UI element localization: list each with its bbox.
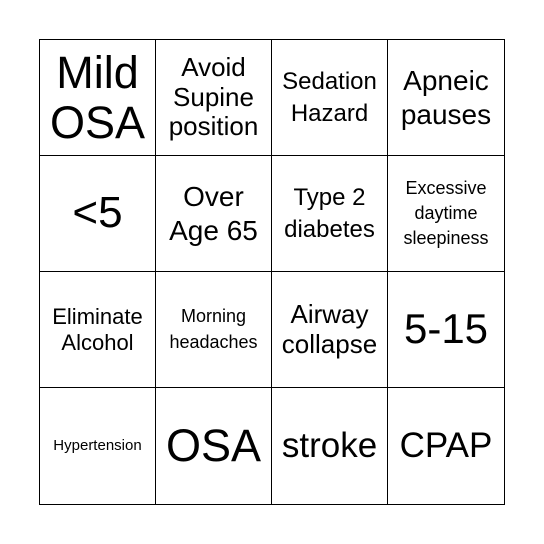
cell-text: Airway collapse	[281, 298, 378, 359]
cell-text: Sedation Hazard	[282, 68, 377, 127]
cell-text: Hypertension	[53, 437, 142, 455]
cell-text: Morning headaches	[169, 306, 258, 352]
bingo-cell[interactable]	[272, 40, 388, 156]
bingo-cell[interactable]	[156, 156, 272, 272]
bingo-cell[interactable]	[388, 40, 504, 156]
cell-text: Type 2 diabetes	[284, 184, 375, 243]
bingo-cell[interactable]	[40, 156, 156, 272]
cell-text: Eliminate Alcohol	[52, 304, 143, 355]
bingo-cell[interactable]	[388, 388, 504, 504]
cell-text: 5-15	[403, 305, 489, 353]
bingo-cell[interactable]	[40, 388, 156, 504]
bingo-cell[interactable]	[156, 272, 272, 388]
cell-text: Over Age 65	[169, 180, 258, 246]
cell-text: CPAP	[399, 425, 493, 465]
cell-text: Excessive daytime sleepiness	[403, 177, 489, 249]
bingo-cell[interactable]	[272, 156, 388, 272]
bingo-cell[interactable]	[388, 272, 504, 388]
cell-text: <5	[72, 188, 123, 238]
bingo-cell[interactable]	[388, 156, 504, 272]
cell-text: Apneic pauses	[400, 64, 492, 130]
bingo-board	[39, 39, 505, 505]
bingo-cell[interactable]	[40, 272, 156, 388]
bingo-cell[interactable]	[40, 40, 156, 156]
bingo-cell[interactable]	[272, 388, 388, 504]
bingo-cell[interactable]	[272, 272, 388, 388]
cell-text: Mild OSA	[49, 47, 146, 148]
cell-text: Avoid Supine position	[168, 51, 259, 142]
cell-text: stroke	[281, 425, 378, 465]
bingo-cell[interactable]	[156, 388, 272, 504]
bingo-cell[interactable]	[156, 40, 272, 156]
cell-text: OSA	[165, 420, 262, 472]
